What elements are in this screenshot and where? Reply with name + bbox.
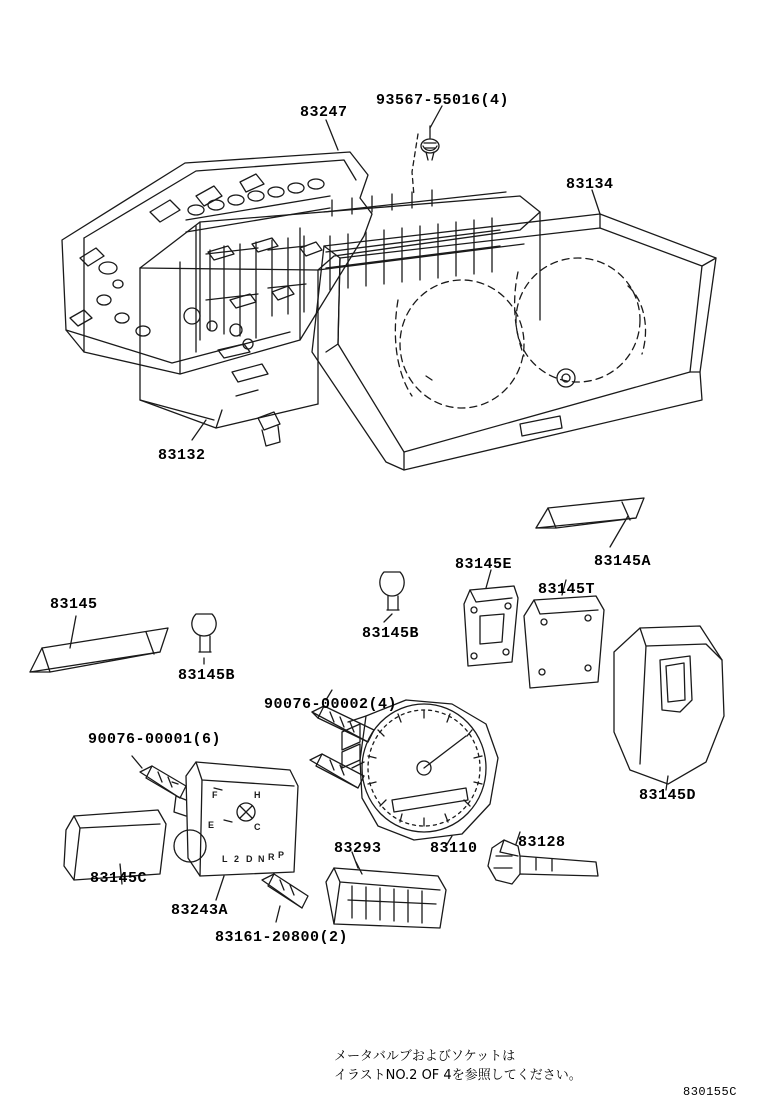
- svg-text:2: 2: [234, 854, 240, 864]
- part-label-90076-00002: 90076-00002(4): [264, 696, 398, 713]
- part-label-83145A: 83145A: [594, 553, 652, 570]
- part-label-83293: 83293: [334, 840, 382, 857]
- part-label-83145B-left: 83145B: [178, 667, 236, 684]
- figure-code: 830155C: [683, 1085, 737, 1099]
- note-line-1: メータバルブおよびソケットは: [334, 1049, 516, 1064]
- part-label-90076-00001: 90076-00001(6): [88, 731, 222, 748]
- part-label-83145C: 83145C: [90, 870, 148, 887]
- svg-text:N: N: [258, 854, 265, 864]
- note-line-2: イラストNO.2 OF 4を参照してください。: [334, 1068, 582, 1083]
- svg-text:D: D: [246, 854, 253, 864]
- part-label-83145: 83145: [50, 596, 98, 613]
- part-label-83247: 83247: [300, 104, 348, 121]
- part-label-83132: 83132: [158, 447, 206, 464]
- svg-text:F: F: [212, 790, 218, 800]
- part-label-83161-20800: 83161-20800(2): [215, 929, 349, 946]
- svg-text:P: P: [278, 850, 285, 860]
- part-label-83110: 83110: [430, 840, 478, 857]
- part-label-83145D: 83145D: [639, 787, 697, 804]
- part-label-83145B-top: 83145B: [362, 625, 420, 642]
- part-label-83134: 83134: [566, 176, 614, 193]
- part-label-83128: 83128: [518, 834, 566, 851]
- svg-text:R: R: [268, 852, 275, 862]
- part-label-83145T: 83145T: [538, 581, 596, 598]
- part-label-93567-55016: 93567-55016(4): [376, 92, 510, 109]
- gauge-letter-group: [208, 790, 284, 864]
- part-label-83243A: 83243A: [171, 902, 229, 919]
- svg-text:E: E: [208, 820, 215, 830]
- svg-text:H: H: [254, 790, 261, 800]
- svg-text:L: L: [222, 854, 228, 864]
- part-label-83145E: 83145E: [455, 556, 513, 573]
- svg-text:C: C: [254, 822, 261, 832]
